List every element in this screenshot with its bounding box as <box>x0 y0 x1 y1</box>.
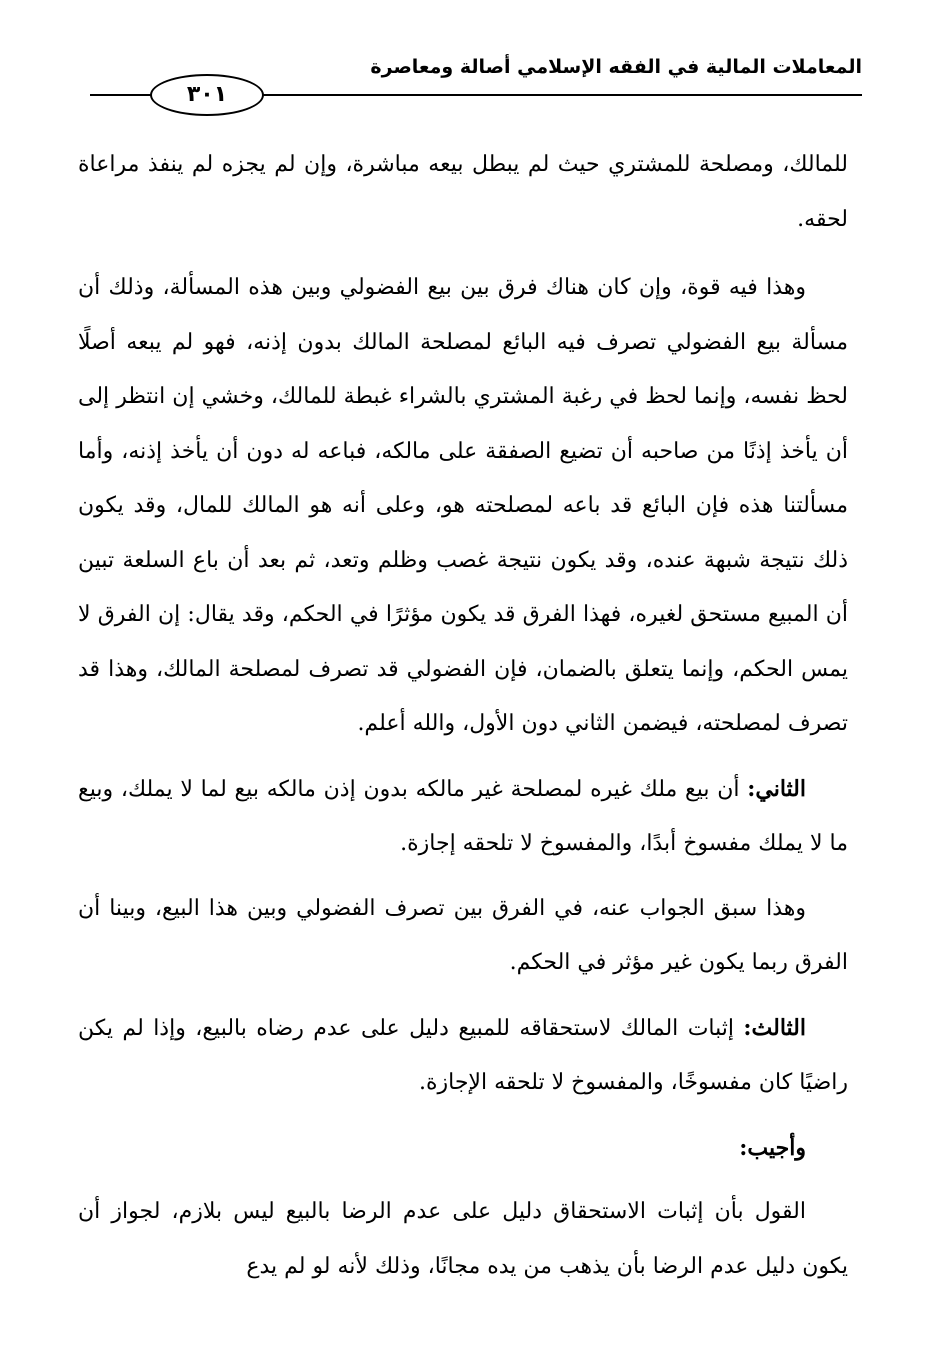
page-body <box>78 138 848 1304</box>
reply-heading: وأجيب: <box>739 1134 806 1161</box>
book-title: المعاملات المالية في الفقه الإسلامي أصالة ومعاصرة <box>370 56 862 78</box>
third-argument-text: إثبات المالك لاستحقاقه للمبيع دليل على عدم رضاه بالبيع، وإذا لم يكن راضيًا كان مفسوخًا، والمفسوخ لا تلحقه الإجازة. <box>78 1015 848 1095</box>
second-argument-text: أن بيع ملك غيره لمصلحة غير مالكه بدون إذن مالكه بيع لما لا يملك، وبيع ما لا يملك مفسوخ أبدًا، والمفسوخ لا تلحقه إجازة. <box>78 776 848 856</box>
paragraph-discussion: وهذا فيه قوة، وإن كان هناك فرق بين بيع الفضولي وبين هذه المسألة، وذلك أن مسألة بيع الفضولي تصرف فيه البائع لمصلحة المالك بدون إذنه، فهو لم يبعه أصلًا لحظ نفسه، وإنما لحظ في رغبة المشتري بالشراء غبطة للمالك، وخشي إن انتظر إلى أن يأخذ إذنًا من صاحبه أن تضيع الصفقة على مالكه، فباعه له دون أن يأخذ إذنه، وأما مسألتنا هذه فإن البائع قد باعه لمصلحته هو، وعلى أنه هو المالك للمال، وقد يكون ذلك نتيجة شبهة عنده، وقد يكون نتيجة غصب وظلم وتعد، ثم بعد أن باع السلعة تبين أن المبيع مستحق لغيره، فهذا الفرق قد يكون مؤثرًا في الحكم، وقد يقال: إن الفرق لا يمس الحكم، وإنما يتعلق بالضمان، فإن الفضولي قد تصرف لمصلحة المالك، وهذا قد تصرف لمصلحته، فيضمن الثاني دون الأول، والله أعلم. <box>78 275 848 736</box>
paragraph-second-argument <box>78 762 848 872</box>
second-argument-label: الثاني: <box>747 775 806 802</box>
paragraph-third-argument <box>78 1001 848 1111</box>
running-header <box>90 48 862 108</box>
third-argument-label: الثالث: <box>743 1014 806 1041</box>
paragraph-reply: القول بأن إثبات الاستحقاق دليل على عدم الرضا بالبيع ليس بلازم، لجواز أن يكون دليل عدم الرضا بأن يذهب من يده مجانًا، وذلك لأنه لو لم يدع <box>78 1199 848 1279</box>
paragraph-second-reply: وهذا سبق الجواب عنه، في الفرق بين تصرف الفضولي وبين هذا البيع، وبينا أن الفرق ربما يكون غير مؤثر في الحكم. <box>78 895 848 975</box>
paragraph-continuation: للمالك، ومصلحة للمشتري حيث لم يبطل بيعه مباشرة، وإن لم يجزه لم ينفذ مراعاة لحقه. <box>78 152 848 232</box>
page-number: ٣٠١ <box>150 74 264 116</box>
